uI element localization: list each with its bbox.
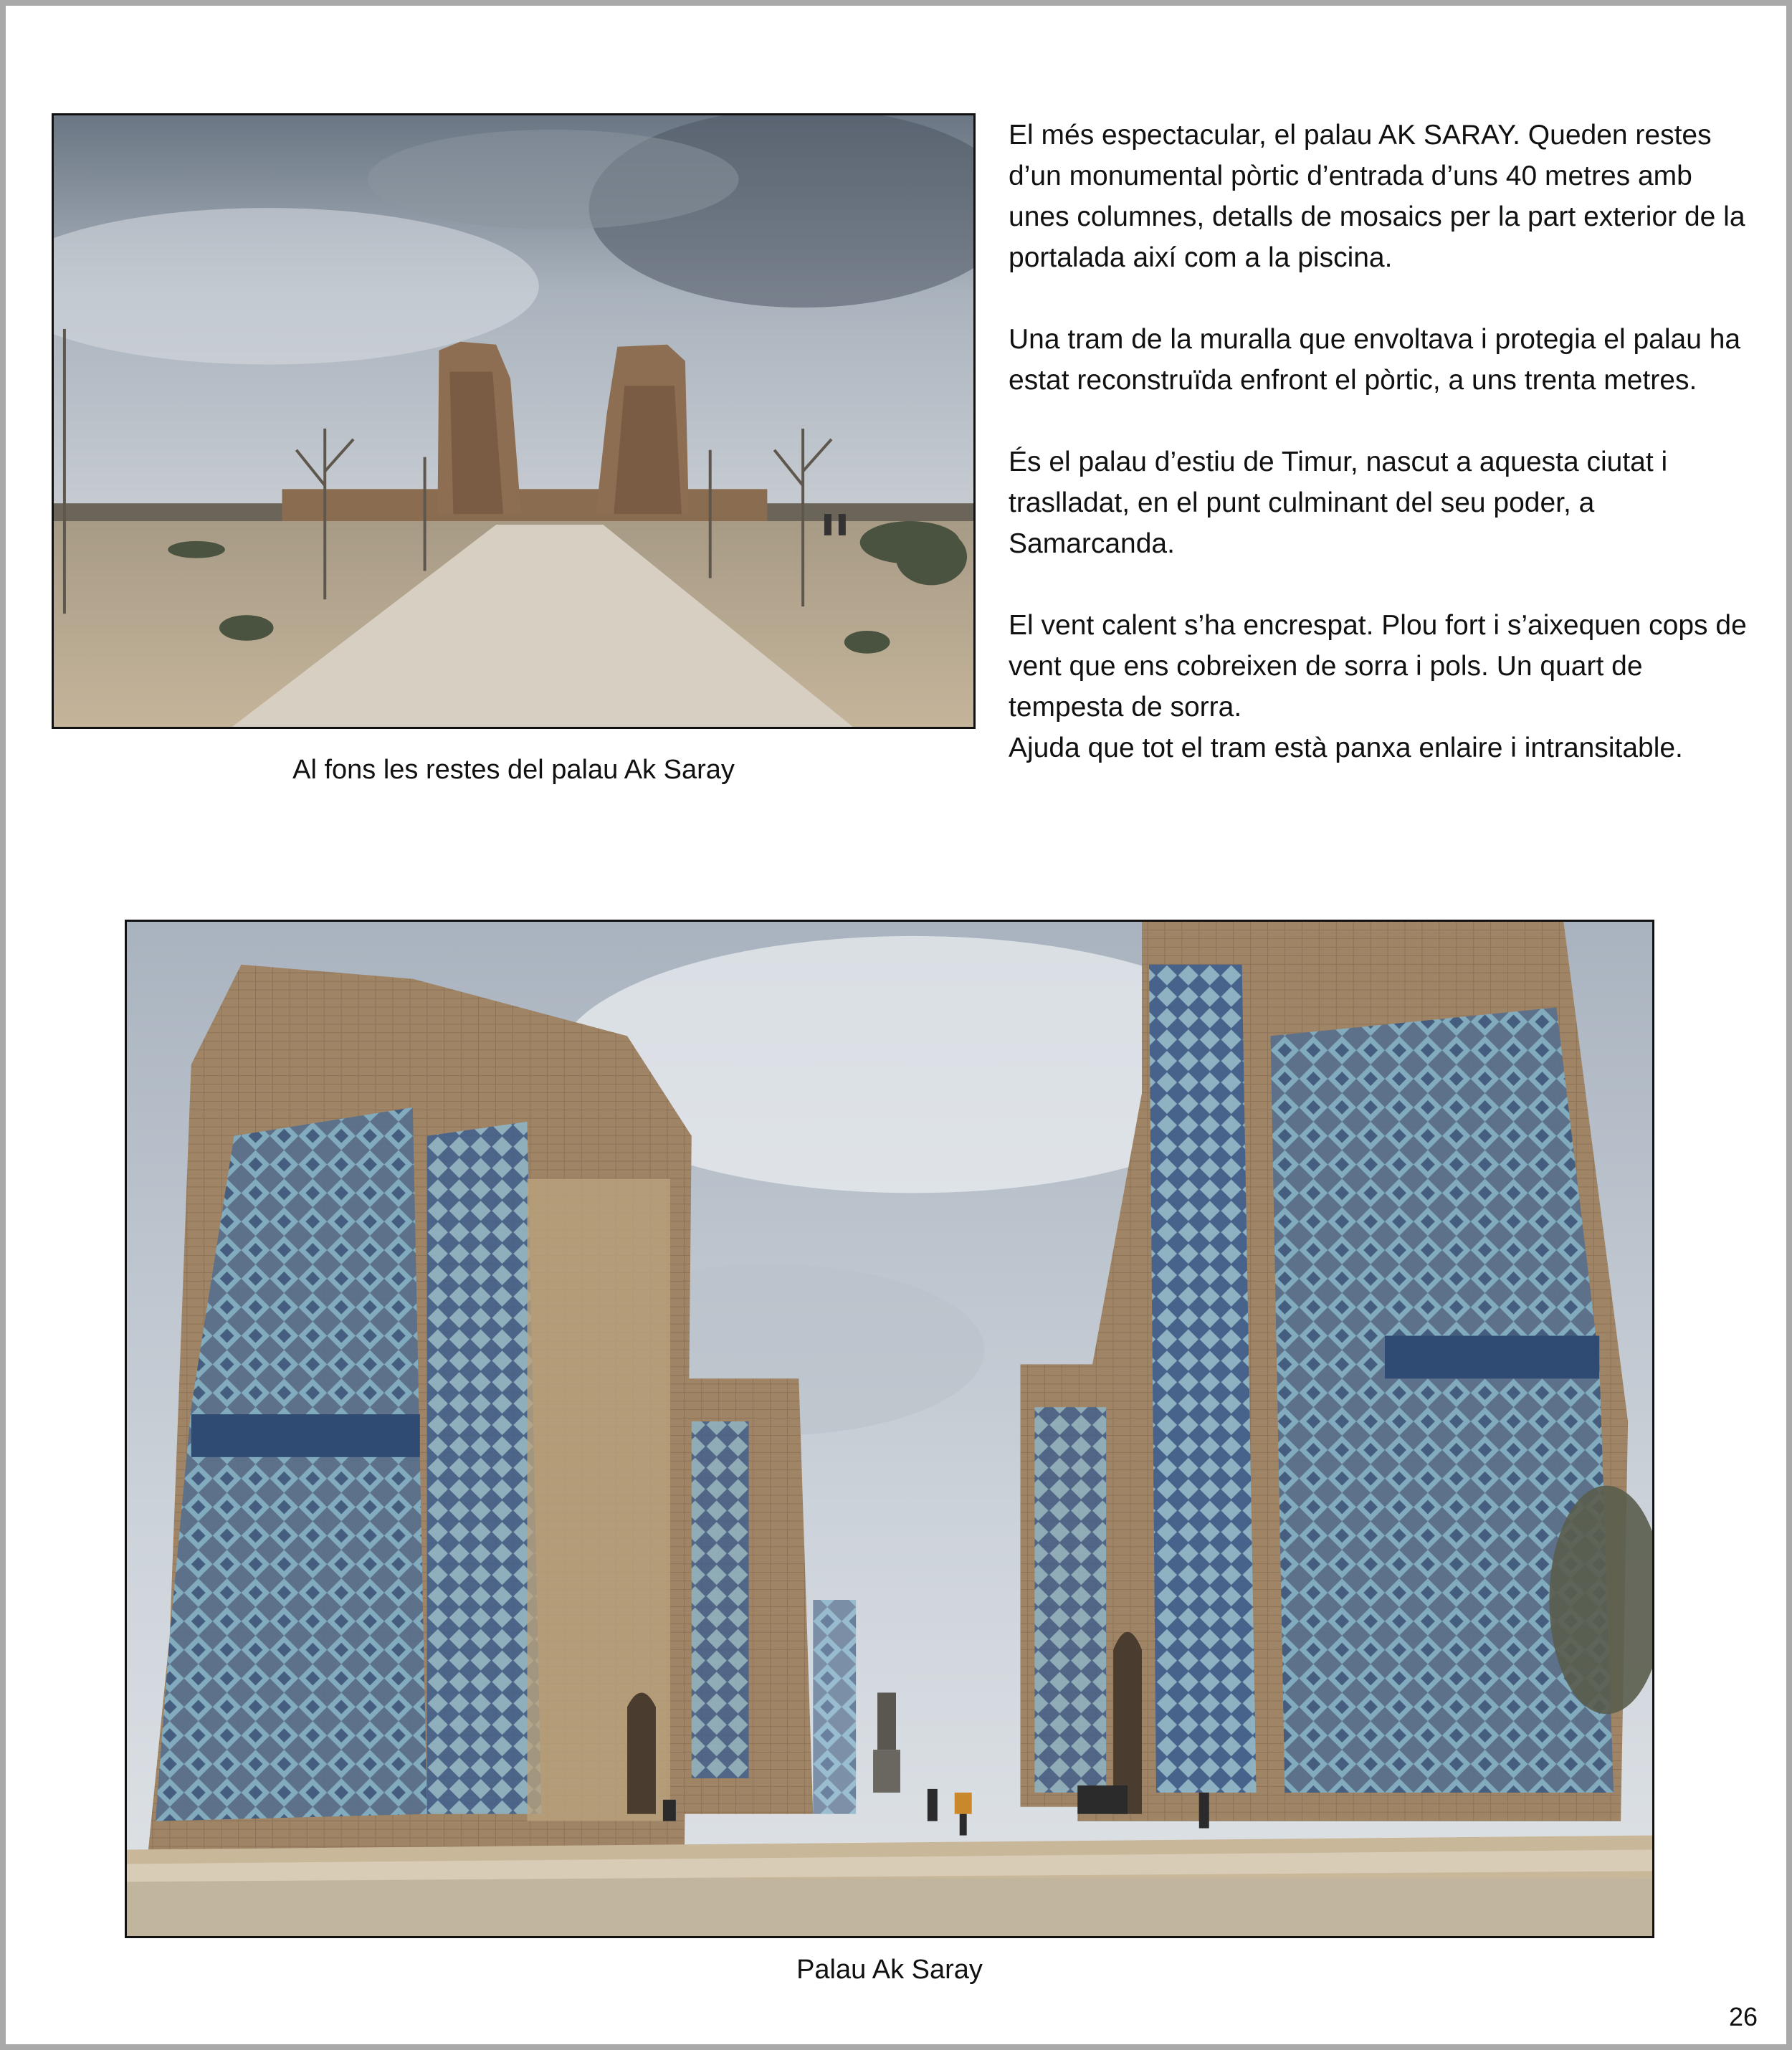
photo-ak-saray-portal	[125, 920, 1654, 1938]
portal-towers-image	[127, 922, 1652, 1936]
photo-ak-saray-distant	[52, 113, 976, 729]
caption-top-photo: Al fons les restes del palau Ak Saray	[292, 755, 735, 785]
ruins-landscape-image	[54, 115, 973, 727]
caption-bottom-photo: Palau Ak Saray	[796, 1955, 983, 1985]
paragraph-timur: És el palau d’estiu de Timur, nascut a aquesta ciutat i traslladat, en el punt culminant del seu poder, a Samarcanda.	[1009, 447, 1668, 559]
article-text	[1009, 115, 1754, 809]
paragraph-wind: El vent calent s’ha encrespat. Plou fort i s’aixequen cops de vent que ens cobreixen de sorra i pols. Un quart de tempesta de sorra.	[1009, 610, 1747, 723]
paragraph-ak-saray-intro: El més espectacular, el palau AK SARAY. Queden restes d’un monumental pòrtic d’entrada d’uns 40 metres amb unes columnes, detalls de mosaics per la part exterior de la portalada així com a la piscina.	[1009, 120, 1745, 273]
paragraph-road: Ajuda que tot el tram està panxa enlaire i intransitable.	[1009, 733, 1683, 763]
page-number: 26	[1728, 2002, 1758, 2031]
paragraph-wall: Una tram de la muralla que envoltava i protegia el palau ha estat reconstruïda enfront el pòrtic, a uns trenta metres.	[1009, 324, 1741, 396]
